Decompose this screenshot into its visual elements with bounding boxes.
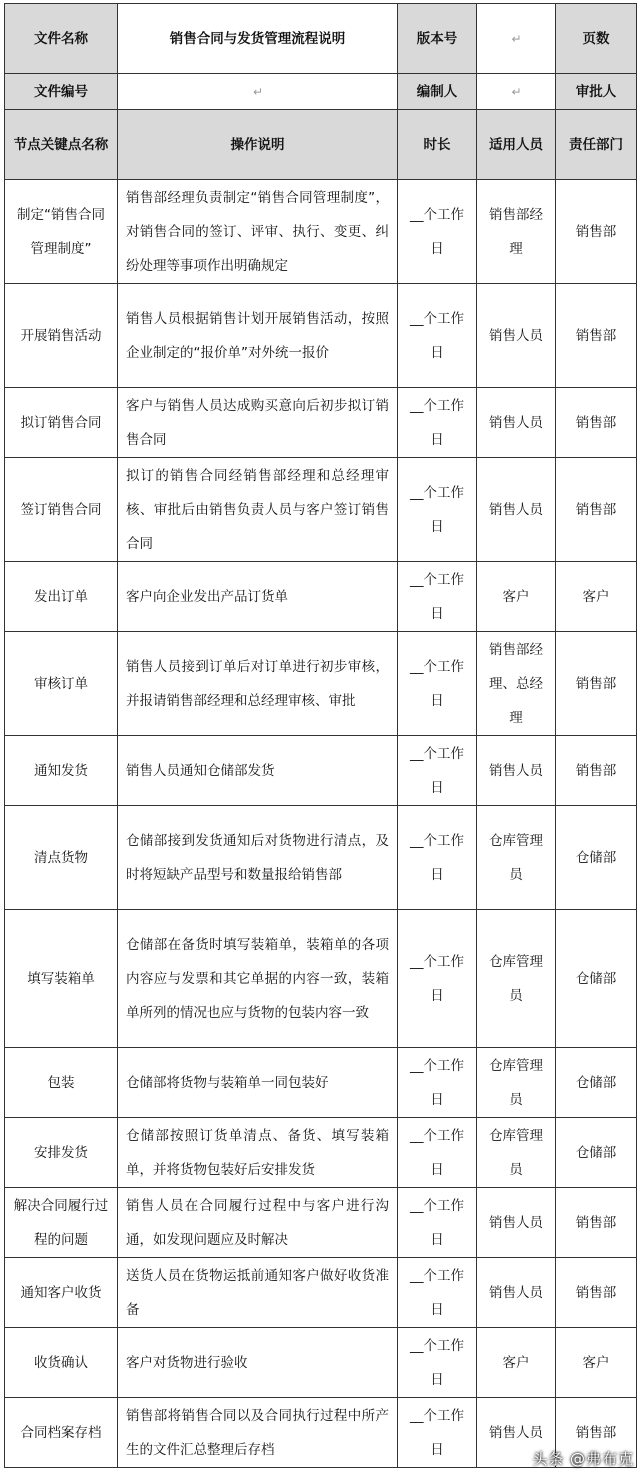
node-cell: 拟订销售合同 — [5, 388, 118, 458]
duration-cell: __个工作日 — [398, 1188, 477, 1258]
table-row — [5, 1048, 637, 1118]
file-no-value: ↵ — [118, 74, 398, 110]
table-row — [5, 284, 637, 388]
staff-cell: 仓库管理员 — [477, 910, 556, 1048]
file-no-label: 文件编号 — [5, 74, 118, 110]
table-row — [5, 806, 637, 910]
file-name-value: 销售合同与发货管理流程说明 — [118, 4, 398, 74]
duration-cell: __个工作日 — [398, 632, 477, 736]
desc-cell: 销售人员接到订单后对订单进行初步审核，并报请销售部经理和总经理审核、审批 — [118, 632, 398, 736]
desc-cell: 销售部经理负责制定“销售合同管理制度”，对销售合同的签订、评审、执行、变更、纠纷处理等事项作出明确规定 — [118, 180, 398, 284]
dept-cell: 仓储部 — [556, 1118, 637, 1188]
dept-cell: 销售部 — [556, 458, 637, 562]
staff-cell: 仓库管理员 — [477, 806, 556, 910]
duration-cell: __个工作日 — [398, 1048, 477, 1118]
header-row-2 — [5, 74, 637, 110]
duration-cell: __个工作日 — [398, 1118, 477, 1188]
table-row — [5, 388, 637, 458]
desc-cell: 客户对货物进行验收 — [118, 1328, 398, 1398]
table-row — [5, 180, 637, 284]
duration-cell: __个工作日 — [398, 284, 477, 388]
table-row — [5, 910, 637, 1048]
table-row — [5, 1328, 637, 1398]
duration-cell: __个工作日 — [398, 910, 477, 1048]
page-count-label: 页数 — [556, 4, 637, 74]
col-header-dept: 责任部门 — [556, 110, 637, 180]
dept-cell: 销售部 — [556, 1258, 637, 1328]
duration-cell: __个工作日 — [398, 1328, 477, 1398]
duration-cell: __个工作日 — [398, 1398, 477, 1468]
dept-cell: 销售部 — [556, 388, 637, 458]
header-row-1 — [5, 4, 637, 74]
dept-cell: 客户 — [556, 562, 637, 632]
col-header-duration: 时长 — [398, 110, 477, 180]
staff-cell: 销售人员 — [477, 1398, 556, 1468]
preparer-label: 编制人 — [398, 74, 477, 110]
node-cell: 安排发货 — [5, 1118, 118, 1188]
col-header-node: 节点关键点名称 — [5, 110, 118, 180]
staff-cell: 销售人员 — [477, 1188, 556, 1258]
table-row — [5, 1118, 637, 1188]
staff-cell: 销售人员 — [477, 458, 556, 562]
duration-cell: __个工作日 — [398, 1258, 477, 1328]
staff-cell: 仓库管理员 — [477, 1048, 556, 1118]
duration-cell: __个工作日 — [398, 562, 477, 632]
node-cell: 包装 — [5, 1048, 118, 1118]
duration-cell: __个工作日 — [398, 806, 477, 910]
node-cell: 通知发货 — [5, 736, 118, 806]
dept-cell: 仓储部 — [556, 910, 637, 1048]
node-cell: 开展销售活动 — [5, 284, 118, 388]
desc-cell: 客户向企业发出产品订货单 — [118, 562, 398, 632]
node-cell: 清点货物 — [5, 806, 118, 910]
node-cell: 合同档案存档 — [5, 1398, 118, 1468]
dept-cell: 销售部 — [556, 1398, 637, 1468]
desc-cell: 仓储部将货物与装箱单一同包装好 — [118, 1048, 398, 1118]
node-cell: 制定“销售合同管理制度” — [5, 180, 118, 284]
dept-cell: 销售部 — [556, 180, 637, 284]
staff-cell: 销售部经理、总经理 — [477, 632, 556, 736]
node-cell: 收货确认 — [5, 1328, 118, 1398]
staff-cell: 销售人员 — [477, 1258, 556, 1328]
table-row — [5, 1258, 637, 1328]
staff-cell: 销售人员 — [477, 736, 556, 806]
col-header-desc: 操作说明 — [118, 110, 398, 180]
desc-cell: 仓储部按照订货单清点、备货、填写装箱单，并将货物包装好后安排发货 — [118, 1118, 398, 1188]
staff-cell: 客户 — [477, 562, 556, 632]
dept-cell: 仓储部 — [556, 806, 637, 910]
table-row — [5, 736, 637, 806]
column-header-row — [5, 110, 637, 180]
file-name-label: 文件名称 — [5, 4, 118, 74]
staff-cell: 销售人员 — [477, 284, 556, 388]
dept-cell: 销售部 — [556, 736, 637, 806]
node-cell: 解决合同履行过程的问题 — [5, 1188, 118, 1258]
col-header-staff: 适用人员 — [477, 110, 556, 180]
desc-cell: 销售人员通知仓储部发货 — [118, 736, 398, 806]
table-row — [5, 458, 637, 562]
node-cell: 签订销售合同 — [5, 458, 118, 562]
dept-cell: 销售部 — [556, 632, 637, 736]
watermark: 头条 @弗布克 — [532, 1450, 634, 1468]
node-cell: 审核订单 — [5, 632, 118, 736]
approver-label: 审批人 — [556, 74, 637, 110]
table-row — [5, 632, 637, 736]
desc-cell: 仓储部接到发货通知后对货物进行清点，及时将短缺产品型号和数量报给销售部 — [118, 806, 398, 910]
process-table — [4, 3, 637, 1468]
staff-cell: 仓库管理员 — [477, 1118, 556, 1188]
duration-cell: __个工作日 — [398, 388, 477, 458]
preparer-value: ↵ — [477, 74, 556, 110]
node-cell: 通知客户收货 — [5, 1258, 118, 1328]
duration-cell: __个工作日 — [398, 736, 477, 806]
desc-cell: 仓储部在备货时填写装箱单，装箱单的各项内容应与发票和其它单据的内容一致，装箱单所列的情况也应与货物的包装内容一致 — [118, 910, 398, 1048]
desc-cell: 客户与销售人员达成购买意向后初步拟订销售合同 — [118, 388, 398, 458]
staff-cell: 客户 — [477, 1328, 556, 1398]
table-row — [5, 1188, 637, 1258]
node-cell: 发出订单 — [5, 562, 118, 632]
desc-cell: 销售人员根据销售计划开展销售活动，按照企业制定的“报价单”对外统一报价 — [118, 284, 398, 388]
desc-cell: 销售人员在合同履行过程中与客户进行沟通，如发现问题应及时解决 — [118, 1188, 398, 1258]
desc-cell: 拟订的销售合同经销售部经理和总经理审核、审批后由销售负责人员与客户签订销售合同 — [118, 458, 398, 562]
version-label: 版本号 — [398, 4, 477, 74]
desc-cell: 销售部将销售合同以及合同执行过程中所产生的文件汇总整理后存档 — [118, 1398, 398, 1468]
dept-cell: 销售部 — [556, 284, 637, 388]
staff-cell: 销售人员 — [477, 388, 556, 458]
node-cell: 填写装箱单 — [5, 910, 118, 1048]
dept-cell: 销售部 — [556, 1188, 637, 1258]
staff-cell: 销售部经理 — [477, 180, 556, 284]
dept-cell: 客户 — [556, 1328, 637, 1398]
dept-cell: 仓储部 — [556, 1048, 637, 1118]
desc-cell: 送货人员在货物运抵前通知客户做好收货准备 — [118, 1258, 398, 1328]
version-value: ↵ — [477, 4, 556, 74]
table-row — [5, 562, 637, 632]
duration-cell: __个工作日 — [398, 180, 477, 284]
duration-cell: __个工作日 — [398, 458, 477, 562]
